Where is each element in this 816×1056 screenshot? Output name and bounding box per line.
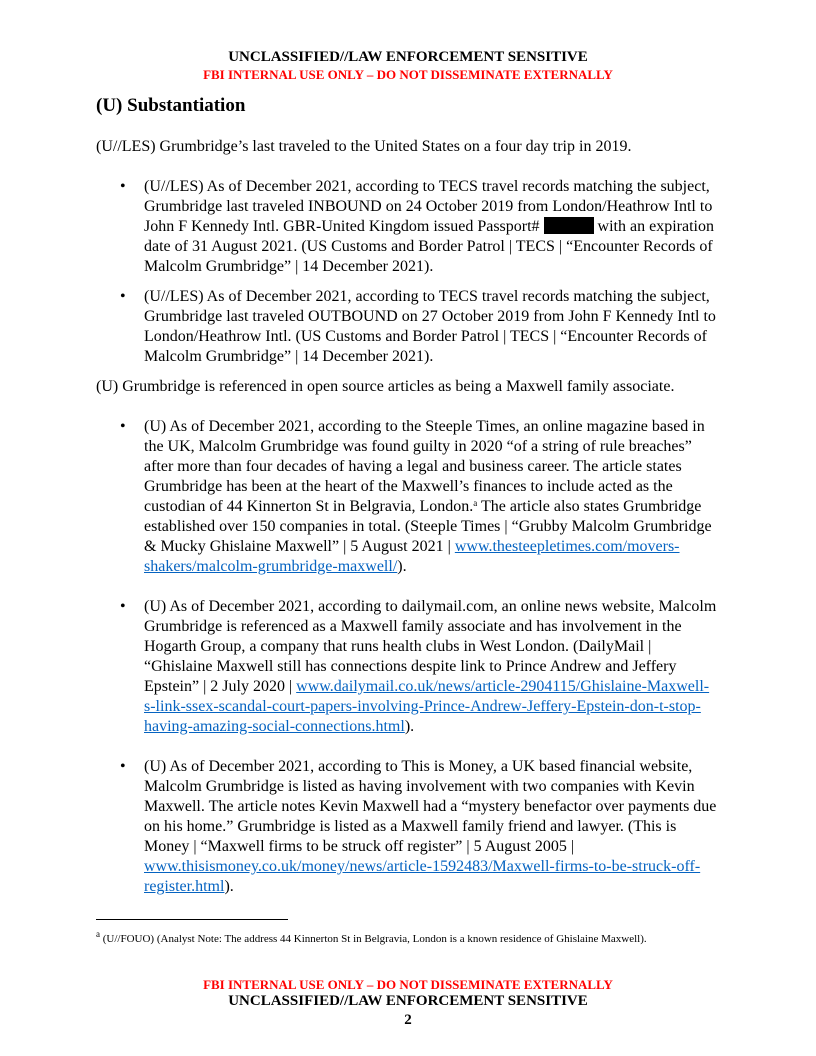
list-item-text: (U) As of December 2021, according to the Steeple Times, an online magazine based in the UK, Malcolm Grumbridge was found guilty in 2020 “of a string of rule breaches” after more than four decades of having a legal and business career. The article states Grumbridge has been at the heart of the Maxwell’s finances to include acted as the custodian of 44 Kinnerton St in Belgravia, London.$^a$ The article also states Grumbridge established over 150 companies in total. (Steeple Times | “Grubby Malcolm Grumbridge & Mucky Ghislaine Maxwell” | 5 August 2021 | www.thesteepletimes.com/movers-shakers/malcolm-grumbridge-maxwell/). [144, 418, 712, 575]
paragraph-open-source-summary: (U) Grumbridge is referenced in open source articles as being a Maxwell family associate. [96, 378, 675, 395]
list-item-text: (U//LES) As of December 2021, according to TECS travel records matching the subject, Grumbridge last traveled INBOUND on 24 October 2019 from London/Heathrow Intl to John F Kennedy Intl. GBR-United Kingdom issued Passport# with an expiration date of 31 August 2021. (US Customs and Border Patrol | TECS | “Encounter Records of Malcolm Grumbridge” | 14 December 2021). [144, 178, 714, 275]
footnote-reference[interactable]: a [473, 498, 478, 508]
list-item-text: (U) As of December 2021, according to This is Money, a UK based financial website, Malcolm Grumbridge is listed as having involvement with two companies with Kevin Maxwell. The article notes Kevin Maxwell had a “mystery benefactor over payments due on his home.” Grumbridge is listed as a Maxwell family friend and lawyer. (This is Money | “Maxwell firms to be struck off register” | 5 August 2005 | www.thisismoney.co.uk/money/news/article-1592483/Maxwell-firms-to-be-struck-off-register.html). [144, 758, 717, 895]
footer-internal-use-warning: FBI INTERNAL USE ONLY – DO NOT DISSEMINATE EXTERNALLY [203, 977, 613, 992]
paragraph-travel-summary: (U//LES) Grumbridge’s last traveled to the United States on a four day trip in 2019. [96, 138, 632, 155]
header-classification: UNCLASSIFIED//LAW ENFORCEMENT SENSITIVE [228, 49, 588, 65]
footer-classification: UNCLASSIFIED//LAW ENFORCEMENT SENSITIVE [228, 993, 588, 1009]
footnote: $^a$ (U//FOUO) (Analyst Note: The address 44 Kinnerton St in Belgravia, London is a known residence of Ghislaine Maxwell). [96, 929, 647, 945]
list-item-text: (U) As of December 2021, according to dailymail.com, an online news website, Malcolm Grumbridge is referenced as a Maxwell family associate and has involvement in the Hogarth Group, a company that runs health clubs in West London. (DailyMail | “Ghislaine Maxwell still has connections despite link to Prince Andrew and Jeffery Epstein” | 2 July 2020 | www.dailymail.co.uk/news/article-2904115/Ghislaine-Maxwell-s-link-ssex-scandal-court-papers-involving-Prince-Andrew-Jeffery-Epstein-don-t-stop-having-amazing-social-connections.html). [144, 598, 717, 735]
steepletimes-link[interactable]: www.thesteepletimes.com/movers-shakers/malcolm-grumbridge-maxwell/ [144, 538, 680, 575]
redaction-block [544, 217, 594, 234]
thisismoney-link[interactable]: www.thisismoney.co.uk/money/news/article-1592483/Maxwell-firms-to-be-struck-off-register.html [144, 858, 701, 895]
footnote-divider [96, 919, 288, 920]
bullet-icon: • [120, 758, 126, 775]
bullet-icon: • [120, 288, 126, 305]
page-number: 2 [404, 1012, 412, 1028]
bullet-icon: • [120, 178, 126, 195]
footnote-marker: a [96, 929, 100, 939]
list-item-text: (U//LES) As of December 2021, according to TECS travel records matching the subject, Grumbridge last traveled OUTBOUND on 27 October 2019 from John F Kennedy Intl to London/Heathrow Intl. (US Customs and Border Patrol | TECS | “Encounter Records of Malcolm Grumbridge” | 14 December 2021). [144, 288, 716, 365]
dailymail-link[interactable]: www.dailymail.co.uk/news/article-2904115/Ghislaine-Maxwell-s-link-ssex-scandal-court-papers-involving-Prince-Andrew-Jeffery-Epstein-don-t-stop-having-amazing-social-connections.html [144, 678, 710, 735]
bullet-icon: • [120, 598, 126, 615]
section-title: (U) Substantiation [96, 95, 246, 116]
bullet-icon: • [120, 418, 126, 435]
header-internal-use-warning: FBI INTERNAL USE ONLY – DO NOT DISSEMINATE EXTERNALLY [203, 67, 613, 82]
